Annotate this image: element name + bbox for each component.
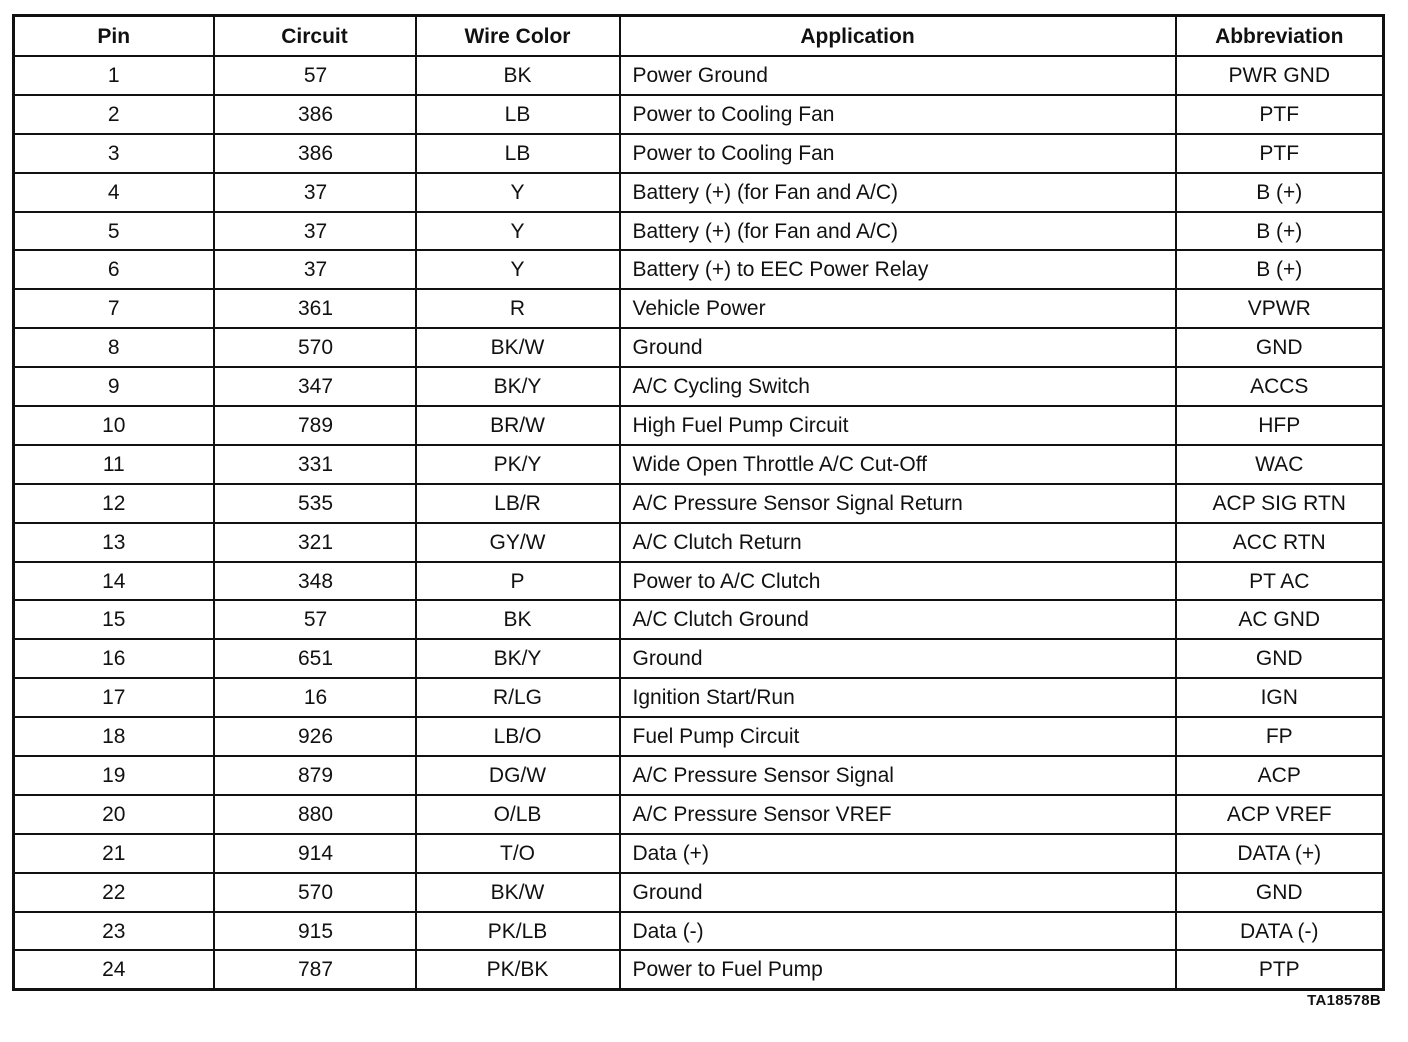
table-row [14,834,1384,873]
column-header-circuit: Circuit [214,16,416,57]
cell-circuit: 347 [214,367,416,406]
cell-abbreviation: PTF [1176,95,1384,134]
cell-pin: 13 [14,523,214,562]
table-row [14,445,1384,484]
cell-wire-color: P [416,562,620,601]
header-row [14,16,1384,57]
cell-pin: 21 [14,834,214,873]
cell-circuit: 57 [214,56,416,95]
cell-wire-color: O/LB [416,795,620,834]
cell-application: Power to Cooling Fan [620,95,1176,134]
cell-application: Ground [620,328,1176,367]
cell-pin: 2 [14,95,214,134]
cell-wire-color: LB [416,134,620,173]
table-row [14,173,1384,212]
cell-abbreviation: GND [1176,873,1384,912]
cell-abbreviation: VPWR [1176,289,1384,328]
cell-pin: 20 [14,795,214,834]
cell-application: A/C Pressure Sensor VREF [620,795,1176,834]
cell-pin: 15 [14,600,214,639]
cell-wire-color: R [416,289,620,328]
column-header-pin: Pin [14,16,214,57]
cell-pin: 23 [14,912,214,951]
cell-circuit: 386 [214,134,416,173]
cell-pin: 5 [14,212,214,251]
cell-abbreviation: AC GND [1176,600,1384,639]
cell-wire-color: DG/W [416,756,620,795]
cell-circuit: 914 [214,834,416,873]
table-row [14,717,1384,756]
cell-circuit: 651 [214,639,416,678]
column-header-wire-color: Wire Color [416,16,620,57]
cell-wire-color: Y [416,250,620,289]
cell-application: Vehicle Power [620,289,1176,328]
cell-application: A/C Clutch Ground [620,600,1176,639]
table-row [14,873,1384,912]
column-header-abbreviation: Abbreviation [1176,16,1384,57]
table-row [14,134,1384,173]
table-row [14,484,1384,523]
cell-abbreviation: B (+) [1176,173,1384,212]
cell-pin: 12 [14,484,214,523]
cell-circuit: 37 [214,212,416,251]
cell-abbreviation: GND [1176,328,1384,367]
table-row [14,95,1384,134]
cell-application: A/C Cycling Switch [620,367,1176,406]
table-row [14,795,1384,834]
cell-wire-color: BR/W [416,406,620,445]
column-header-application: Application [620,16,1176,57]
cell-pin: 9 [14,367,214,406]
cell-circuit: 361 [214,289,416,328]
cell-application: Battery (+) (for Fan and A/C) [620,173,1176,212]
cell-wire-color: GY/W [416,523,620,562]
cell-pin: 14 [14,562,214,601]
cell-wire-color: T/O [416,834,620,873]
cell-abbreviation: ACCS [1176,367,1384,406]
cell-application: High Fuel Pump Circuit [620,406,1176,445]
cell-circuit: 37 [214,250,416,289]
table-row [14,950,1384,989]
cell-application: Power to Fuel Pump [620,950,1176,989]
cell-abbreviation: ACP [1176,756,1384,795]
table-row [14,212,1384,251]
cell-abbreviation: FP [1176,717,1384,756]
cell-abbreviation: WAC [1176,445,1384,484]
cell-pin: 18 [14,717,214,756]
cell-wire-color: BK/W [416,873,620,912]
cell-wire-color: LB/O [416,717,620,756]
cell-abbreviation: PT AC [1176,562,1384,601]
cell-circuit: 37 [214,173,416,212]
cell-circuit: 915 [214,912,416,951]
cell-circuit: 331 [214,445,416,484]
cell-application: Battery (+) to EEC Power Relay [620,250,1176,289]
cell-application: Ground [620,873,1176,912]
cell-pin: 4 [14,173,214,212]
cell-circuit: 880 [214,795,416,834]
cell-application: A/C Clutch Return [620,523,1176,562]
cell-wire-color: LB/R [416,484,620,523]
cell-wire-color: BK/W [416,328,620,367]
cell-abbreviation: ACC RTN [1176,523,1384,562]
cell-pin: 24 [14,950,214,989]
cell-wire-color: Y [416,212,620,251]
table-row [14,562,1384,601]
cell-pin: 6 [14,250,214,289]
cell-application: Power Ground [620,56,1176,95]
cell-abbreviation: PWR GND [1176,56,1384,95]
cell-wire-color: R/LG [416,678,620,717]
cell-pin: 7 [14,289,214,328]
table-row [14,56,1384,95]
table-row [14,678,1384,717]
cell-wire-color: Y [416,173,620,212]
cell-application: Wide Open Throttle A/C Cut-Off [620,445,1176,484]
cell-abbreviation: HFP [1176,406,1384,445]
cell-circuit: 787 [214,950,416,989]
cell-application: Battery (+) (for Fan and A/C) [620,212,1176,251]
cell-application: Power to A/C Clutch [620,562,1176,601]
cell-pin: 22 [14,873,214,912]
cell-wire-color: PK/LB [416,912,620,951]
cell-circuit: 386 [214,95,416,134]
cell-abbreviation: PTP [1176,950,1384,989]
cell-circuit: 570 [214,873,416,912]
cell-application: Fuel Pump Circuit [620,717,1176,756]
cell-pin: 17 [14,678,214,717]
cell-circuit: 926 [214,717,416,756]
cell-wire-color: BK/Y [416,639,620,678]
cell-pin: 1 [14,56,214,95]
cell-application: Power to Cooling Fan [620,134,1176,173]
cell-circuit: 348 [214,562,416,601]
cell-pin: 8 [14,328,214,367]
cell-abbreviation: B (+) [1176,212,1384,251]
cell-pin: 3 [14,134,214,173]
table-row [14,328,1384,367]
cell-abbreviation: ACP SIG RTN [1176,484,1384,523]
table-row [14,756,1384,795]
cell-pin: 16 [14,639,214,678]
table-body [14,56,1384,990]
cell-application: A/C Pressure Sensor Signal [620,756,1176,795]
cell-wire-color: PK/Y [416,445,620,484]
cell-abbreviation: DATA (+) [1176,834,1384,873]
cell-circuit: 789 [214,406,416,445]
cell-application: Ground [620,639,1176,678]
table-row [14,250,1384,289]
table-row [14,406,1384,445]
cell-abbreviation: DATA (-) [1176,912,1384,951]
cell-pin: 19 [14,756,214,795]
cell-pin: 11 [14,445,214,484]
cell-abbreviation: IGN [1176,678,1384,717]
cell-wire-color: BK/Y [416,367,620,406]
cell-application: Ignition Start/Run [620,678,1176,717]
cell-circuit: 321 [214,523,416,562]
cell-circuit: 535 [214,484,416,523]
table-row [14,289,1384,328]
cell-circuit: 16 [214,678,416,717]
cell-wire-color: BK [416,600,620,639]
cell-abbreviation: GND [1176,639,1384,678]
table-header [14,16,1384,57]
pin-connector-table [12,14,1385,991]
cell-circuit: 57 [214,600,416,639]
cell-wire-color: BK [416,56,620,95]
cell-abbreviation: ACP VREF [1176,795,1384,834]
table-row [14,523,1384,562]
cell-application: Data (-) [620,912,1176,951]
cell-circuit: 879 [214,756,416,795]
table-row [14,600,1384,639]
cell-circuit: 570 [214,328,416,367]
cell-pin: 10 [14,406,214,445]
cell-application: A/C Pressure Sensor Signal Return [620,484,1176,523]
cell-abbreviation: PTF [1176,134,1384,173]
cell-application: Data (+) [620,834,1176,873]
table-row [14,367,1384,406]
table-row [14,912,1384,951]
table-row [14,639,1384,678]
cell-abbreviation: B (+) [1176,250,1384,289]
cell-wire-color: LB [416,95,620,134]
figure-id: TA18578B [1307,992,1381,1009]
cell-wire-color: PK/BK [416,950,620,989]
